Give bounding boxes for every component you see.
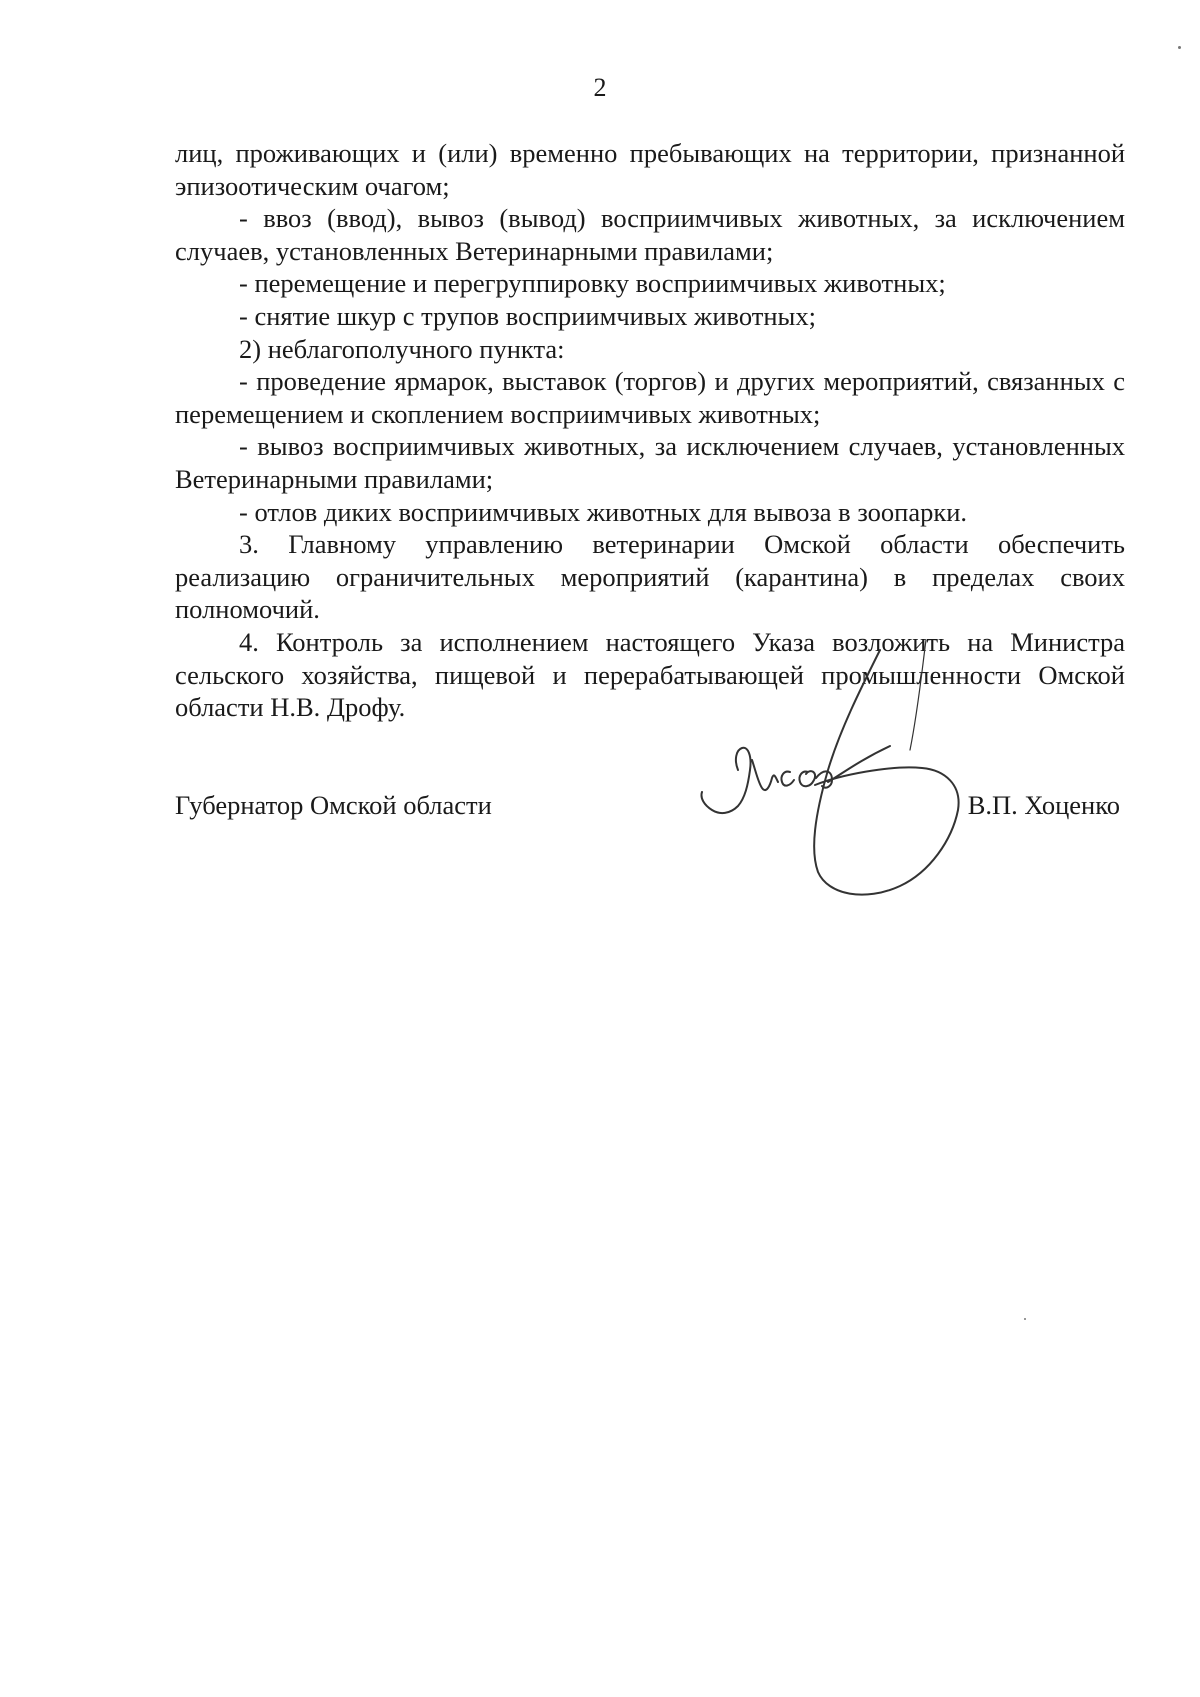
- handwritten-signature: [690, 610, 960, 900]
- document-body: [175, 137, 1125, 724]
- paragraph: 3. Главному управлению ветеринарии Омской области обеспечить реализацию ограничительных мероприятий (карантина) в пределах своих полномочий.: [175, 529, 1125, 625]
- paragraph: лиц, проживающих и (или) временно пребывающих на территории, признанной эпизоотическим очагом;: [175, 138, 1125, 201]
- paragraph: - перемещение и перегруппировку восприимчивых животных;: [239, 268, 946, 299]
- paragraph: - проведение ярмарок, выставок (торгов) и других мероприятий, связанных с перемещением и скоплением восприимчивых животных;: [175, 366, 1125, 429]
- paragraph: - ввоз (ввод), вывоз (вывод) восприимчивых животных, за исключением случаев, установленных Ветеринарными правилами;: [175, 203, 1125, 266]
- paragraph: - снятие шкур с трупов восприимчивых животных;: [239, 300, 816, 331]
- paragraph: - отлов диких восприимчивых животных для вывоза в зоопарки.: [239, 496, 968, 527]
- signatory-position: Губернатор Омской области: [175, 790, 492, 820]
- signatory-name: В.П. Хоценко: [967, 790, 1120, 820]
- scan-speck: [1178, 46, 1181, 49]
- page-number: 2: [593, 73, 607, 102]
- paragraph: 4. Контроль за исполнением настоящего Указа возложить на Министра сельского хозяйства, пищевой и перерабатывающей промышленности Омской области Н.В. Дрофу.: [175, 626, 1125, 723]
- paragraph: 2) неблагополучного пункта:: [239, 333, 565, 364]
- scan-speck: [1024, 1318, 1026, 1320]
- paragraph: - вывоз восприимчивых животных, за исключением случаев, установленных Ветеринарными правилами;: [175, 431, 1125, 494]
- signature-block: [175, 789, 1125, 829]
